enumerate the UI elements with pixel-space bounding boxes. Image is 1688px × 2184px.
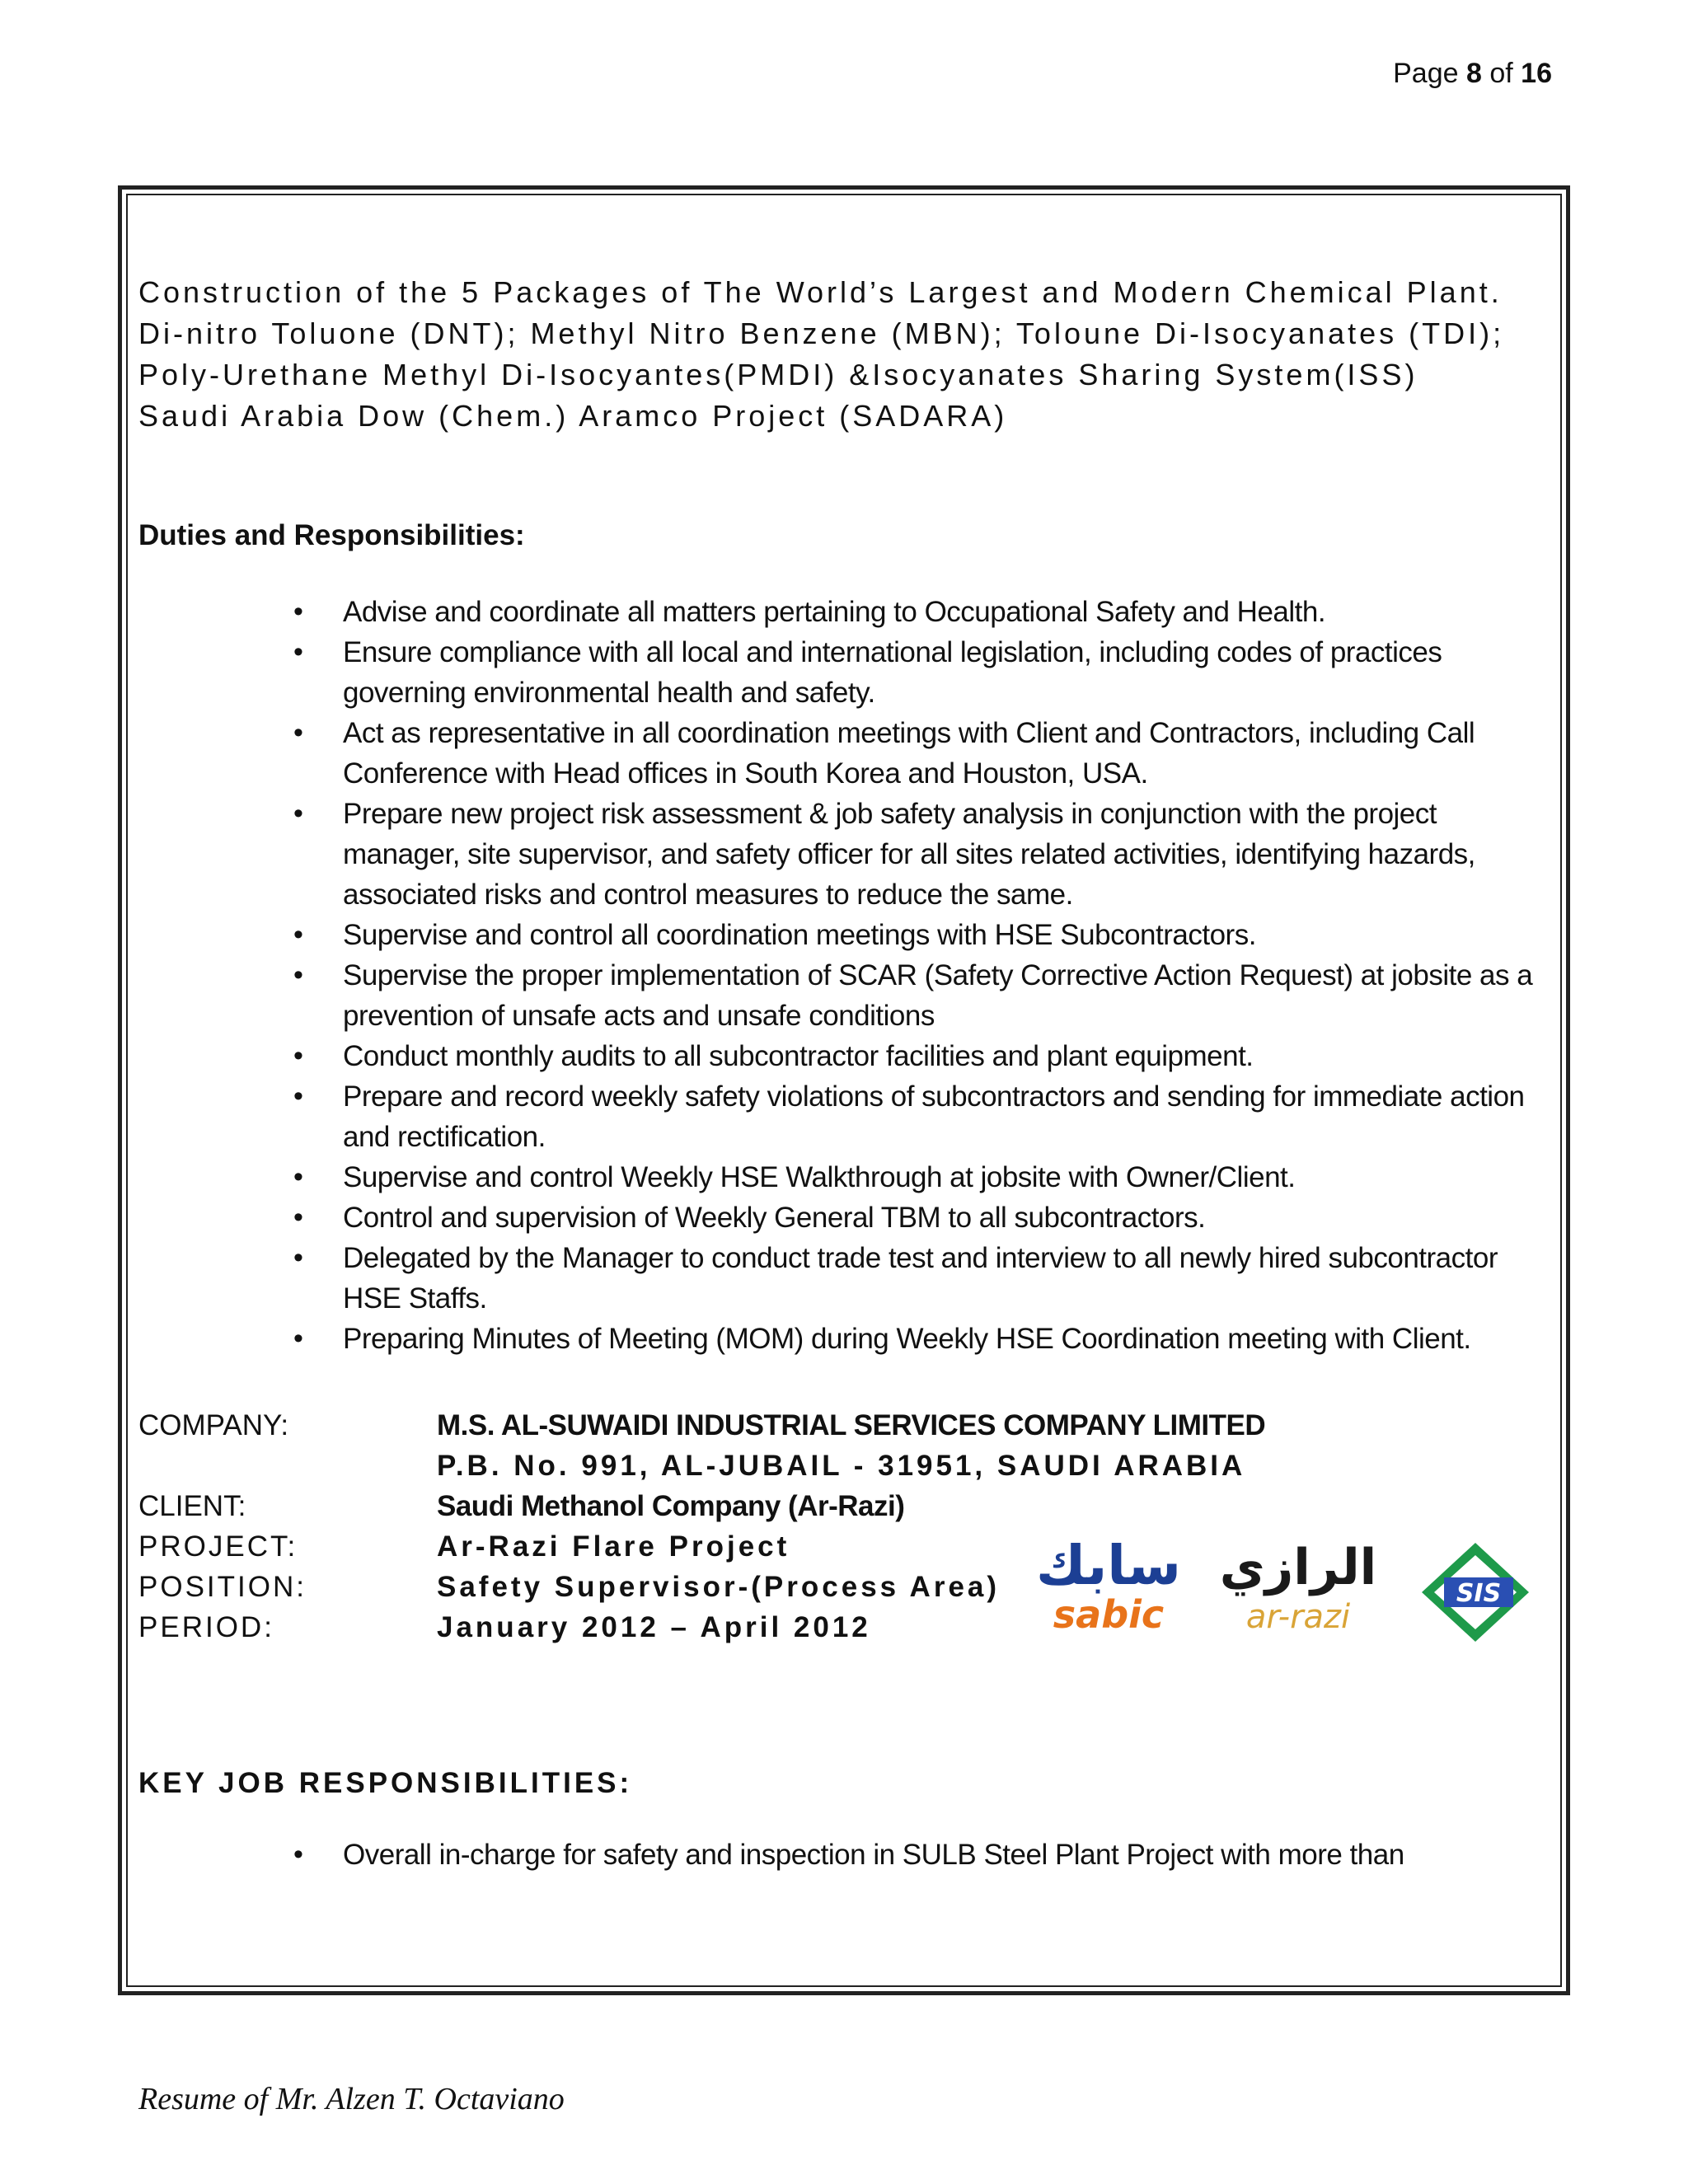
address-row	[138, 1446, 1540, 1486]
project-description	[138, 272, 1540, 437]
duties-list	[138, 592, 1540, 1359]
duty-item: • Supervise and control all coordination meetings with HSE Subcontractors.	[343, 915, 1540, 955]
arrazi-latin-wordmark: ar-razi	[1245, 1598, 1351, 1636]
sis-logo	[1422, 1543, 1529, 1642]
resume-footer: Resume of Mr. Alzen T. Octaviano	[138, 2082, 565, 2116]
project-line: Di-nitro Toluone (DNT); Methyl Nitro Benzene (MBN); Toloune Di-Isocyanates (TDI);	[138, 316, 1505, 350]
arrazi-arabic-wordmark: الرازي	[1219, 1539, 1377, 1596]
duty-item: • Preparing Minutes of Meeting (MOM) during Weekly HSE Coordination meeting with Client.	[343, 1319, 1540, 1359]
client-label: CLIENT:	[138, 1490, 246, 1522]
project-line: Saudi Arabia Dow (Chem.) Aramco Project (SADARA)	[138, 399, 1008, 433]
duty-item: • Ensure compliance with all local and international legislation, including codes of practices governing environmental health and safety.	[343, 632, 1540, 713]
resume-content	[138, 272, 1540, 1875]
sis-wordmark: SIS	[1456, 1579, 1502, 1608]
duty-item: • Prepare and record weekly safety violations of subcontractors and sending for immediate action and rectification.	[343, 1076, 1540, 1157]
company-label: COMPANY:	[138, 1409, 289, 1441]
duty-item: • Advise and coordinate all matters pertaining to Occupational Safety and Health.	[343, 592, 1540, 632]
page-total: 16	[1521, 58, 1552, 89]
period-label: PERIOD:	[138, 1611, 274, 1643]
period-value: January 2012 – April 2012	[437, 1611, 871, 1643]
position-value: Safety Supervisor-(Process Area)	[437, 1571, 1001, 1603]
key-responsibilities-heading: KEY JOB RESPONSIBILITIES:	[138, 1767, 633, 1799]
duty-item: • Control and supervision of Weekly General TBM to all subcontractors.	[343, 1197, 1540, 1238]
company-value: M.S. AL-SUWAIDI INDUSTRIAL SERVICES COMPANY LIMITED	[437, 1409, 1266, 1441]
company-address: P.B. No. 991, AL-JUBAIL - 31951, SAUDI ARABIA	[437, 1450, 1246, 1482]
client-row	[138, 1486, 1540, 1526]
duty-item: • Prepare new project risk assessment & job safety analysis in conjunction with the project manager, site supervisor, and safety officer for all sites related activities, identifying hazards, associated risks and control measures to reduce the same.	[343, 794, 1540, 915]
page-current: 8	[1465, 58, 1482, 89]
company-row	[138, 1405, 1540, 1446]
duties-heading: Duties and Responsibilities:	[138, 519, 525, 551]
sabic-latin-wordmark: sabic	[1053, 1592, 1165, 1637]
project-line: Poly-Urethane Methyl Di-Isocyantes(PMDI) &Isocyanates Sharing System(ISS)	[138, 358, 1418, 391]
duty-item: • Act as representative in all coordination meetings with Client and Contractors, including Call Conference with Head offices in South Korea and Houston, USA.	[343, 713, 1540, 794]
page-prefix: Page	[1393, 58, 1459, 89]
client-value: Saudi Methanol Company (Ar-Razi)	[437, 1490, 905, 1522]
project-value: Ar-Razi Flare Project	[437, 1530, 790, 1563]
arrazi-logo	[1220, 1539, 1377, 1636]
duty-item: • Supervise the proper implementation of SCAR (Safety Corrective Action Request) at jobsite as a prevention of unsafe acts and unsafe conditions	[343, 955, 1540, 1036]
project-line: Construction of the 5 Packages of The World’s Largest and Modern Chemical Plant.	[138, 275, 1503, 309]
duty-item: • Delegated by the Manager to conduct trade test and interview to all newly hired subcontractor HSE Staffs.	[343, 1238, 1540, 1319]
company-logos	[1014, 1530, 1533, 1654]
sabic-logo	[1036, 1534, 1181, 1637]
sabic-arabic-wordmark: سابك	[1036, 1534, 1181, 1597]
key-responsibility-item: • Overall in-charge for safety and inspection in SULB Steel Plant Project with more than	[343, 1835, 1540, 1875]
page-indicator	[1393, 58, 1552, 90]
project-label: PROJECT:	[138, 1530, 298, 1563]
duty-item: • Conduct monthly audits to all subcontractor facilities and plant equipment.	[343, 1036, 1540, 1076]
position-label: POSITION:	[138, 1571, 307, 1603]
page-of: of	[1489, 58, 1513, 89]
key-responsibilities-list	[138, 1835, 1540, 1875]
job-details	[138, 1405, 1540, 1647]
duty-item: • Supervise and control Weekly HSE Walkthrough at jobsite with Owner/Client.	[343, 1157, 1540, 1197]
